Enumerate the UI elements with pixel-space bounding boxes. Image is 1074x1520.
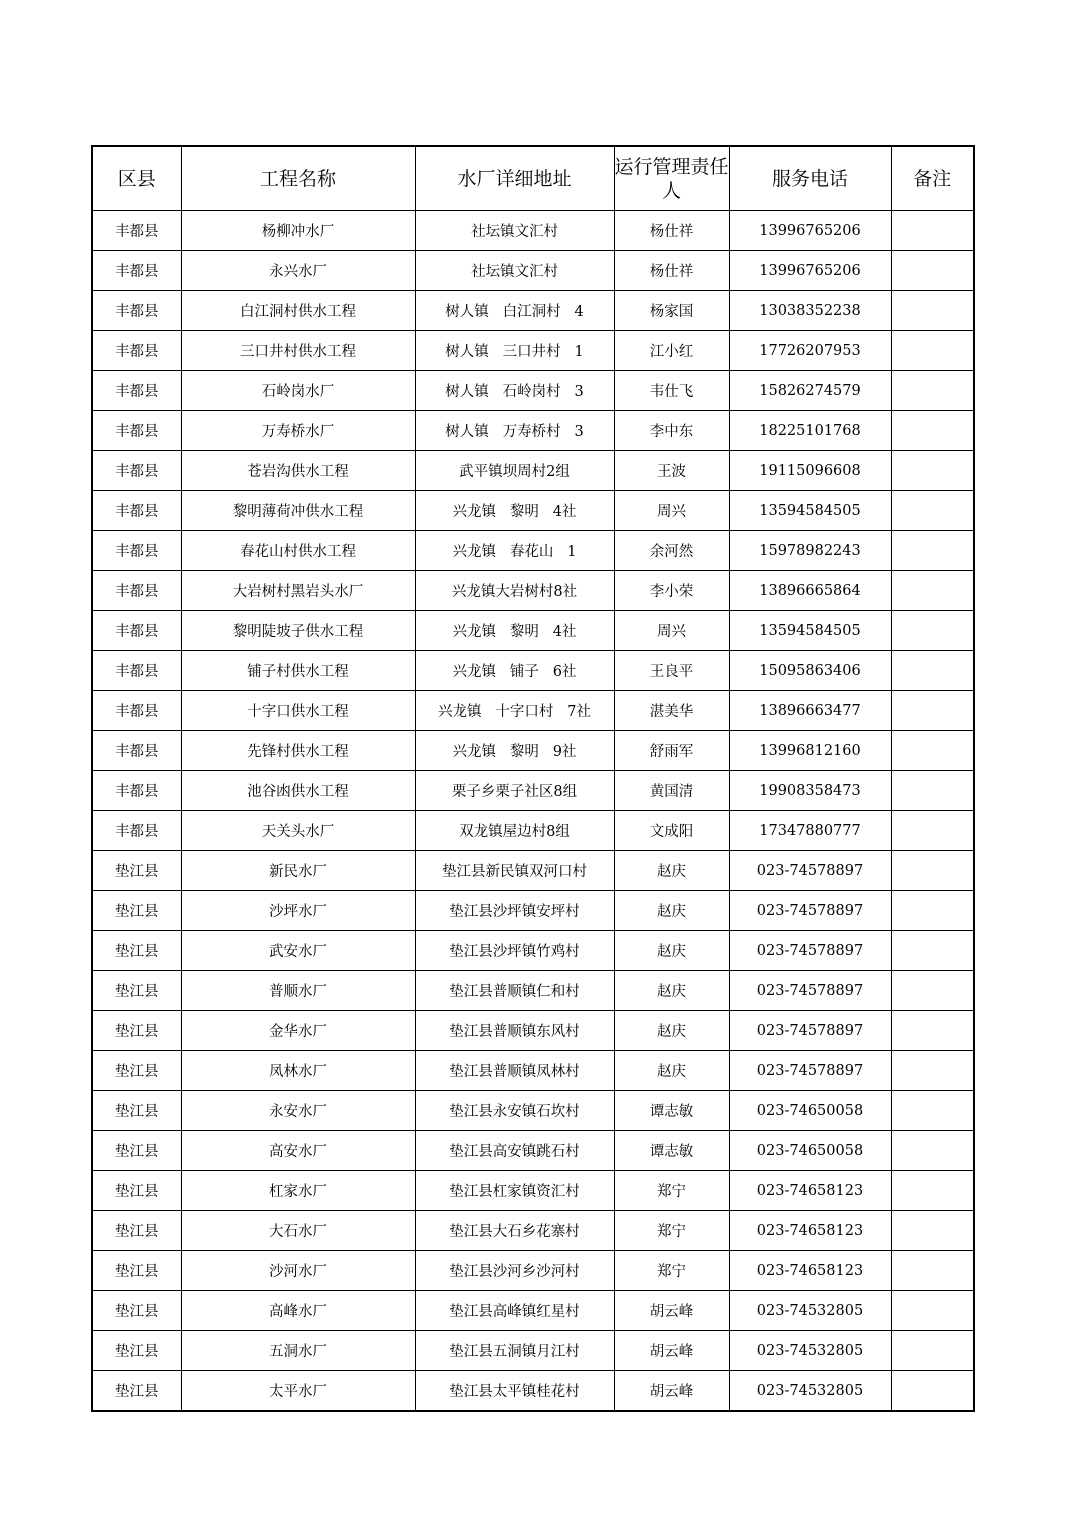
project-name-cell: 永安水厂 (181, 1091, 415, 1131)
phone-cell: 19908358473 (729, 771, 891, 811)
phone-cell: 023-74578897 (729, 931, 891, 971)
responsible-person-cell: 郑宁 (614, 1251, 729, 1291)
phone-cell: 15978982243 (729, 531, 891, 571)
responsible-person-cell: 李中东 (614, 411, 729, 451)
district-cell: 垫江县 (92, 931, 181, 971)
phone-cell: 023-74658123 (729, 1211, 891, 1251)
remarks-cell (891, 1211, 974, 1251)
project-name-cell: 五洞水厂 (181, 1331, 415, 1371)
project-name-cell: 太平水厂 (181, 1371, 415, 1412)
address-cell: 栗子乡栗子社区8组 (415, 771, 614, 811)
table-row (92, 611, 974, 651)
table-row (92, 931, 974, 971)
project-name-cell: 新民水厂 (181, 851, 415, 891)
table-row (92, 1171, 974, 1211)
header-project-name: 工程名称 (181, 146, 415, 211)
table-row (92, 1051, 974, 1091)
remarks-cell (891, 1171, 974, 1211)
phone-cell: 13896665864 (729, 571, 891, 611)
remarks-cell (891, 971, 974, 1011)
table-row (92, 211, 974, 251)
address-cell: 垫江县沙坪镇竹鸡村 (415, 931, 614, 971)
project-name-cell: 黎明陡坡子供水工程 (181, 611, 415, 651)
table-row (92, 531, 974, 571)
table-row (92, 451, 974, 491)
remarks-cell (891, 611, 974, 651)
remarks-cell (891, 331, 974, 371)
remarks-cell (891, 291, 974, 331)
responsible-person-cell: 王波 (614, 451, 729, 491)
project-name-cell: 大岩树村黑岩头水厂 (181, 571, 415, 611)
remarks-cell (891, 1291, 974, 1331)
responsible-person-cell: 赵庆 (614, 1011, 729, 1051)
district-cell: 垫江县 (92, 971, 181, 1011)
project-name-cell: 高峰水厂 (181, 1291, 415, 1331)
project-name-cell: 春花山村供水工程 (181, 531, 415, 571)
district-cell: 丰都县 (92, 691, 181, 731)
phone-cell: 19115096608 (729, 451, 891, 491)
responsible-person-cell: 谭志敏 (614, 1131, 729, 1171)
header-responsible-person: 运行管理责任人 (614, 146, 729, 211)
phone-cell: 17347880777 (729, 811, 891, 851)
address-cell: 垫江县高安镇跳石村 (415, 1131, 614, 1171)
address-cell: 垫江县普顺镇仁和村 (415, 971, 614, 1011)
phone-cell: 023-74650058 (729, 1131, 891, 1171)
table-row (92, 1211, 974, 1251)
district-cell: 垫江县 (92, 1131, 181, 1171)
remarks-cell (891, 891, 974, 931)
table-row (92, 411, 974, 451)
address-cell: 兴龙镇 黎明 4社 (415, 611, 614, 651)
responsible-person-cell: 周兴 (614, 491, 729, 531)
address-cell: 兴龙镇 黎明 9社 (415, 731, 614, 771)
table-row (92, 291, 974, 331)
project-name-cell: 高安水厂 (181, 1131, 415, 1171)
table-row (92, 331, 974, 371)
address-cell: 树人镇 白江洞村 4 (415, 291, 614, 331)
address-cell: 双龙镇屋边村8组 (415, 811, 614, 851)
district-cell: 垫江县 (92, 1211, 181, 1251)
district-cell: 垫江县 (92, 1291, 181, 1331)
project-name-cell: 天关头水厂 (181, 811, 415, 851)
district-cell: 丰都县 (92, 771, 181, 811)
responsible-person-cell: 余河然 (614, 531, 729, 571)
responsible-person-cell: 赵庆 (614, 891, 729, 931)
remarks-cell (891, 571, 974, 611)
phone-cell: 023-74578897 (729, 1051, 891, 1091)
responsible-person-cell: 赵庆 (614, 971, 729, 1011)
responsible-person-cell: 赵庆 (614, 931, 729, 971)
district-cell: 垫江县 (92, 1371, 181, 1412)
table-row (92, 891, 974, 931)
table-row (92, 1091, 974, 1131)
table-row (92, 651, 974, 691)
remarks-cell (891, 651, 974, 691)
table-header (92, 146, 974, 211)
responsible-person-cell: 王良平 (614, 651, 729, 691)
table-row (92, 571, 974, 611)
address-cell: 垫江县高峰镇红星村 (415, 1291, 614, 1331)
responsible-person-cell: 韦仕飞 (614, 371, 729, 411)
district-cell: 丰都县 (92, 411, 181, 451)
remarks-cell (891, 1371, 974, 1412)
responsible-person-cell: 周兴 (614, 611, 729, 651)
district-cell: 丰都县 (92, 331, 181, 371)
remarks-cell (891, 691, 974, 731)
district-cell: 丰都县 (92, 371, 181, 411)
district-cell: 丰都县 (92, 651, 181, 691)
phone-cell: 023-74650058 (729, 1091, 891, 1131)
project-name-cell: 白江洞村供水工程 (181, 291, 415, 331)
address-cell: 垫江县大石乡花寨村 (415, 1211, 614, 1251)
responsible-person-cell: 舒雨军 (614, 731, 729, 771)
table-row (92, 691, 974, 731)
table-row (92, 1131, 974, 1171)
district-cell: 丰都县 (92, 811, 181, 851)
phone-cell: 13594584505 (729, 491, 891, 531)
project-name-cell: 凤林水厂 (181, 1051, 415, 1091)
project-name-cell: 沙坪水厂 (181, 891, 415, 931)
district-cell: 垫江县 (92, 891, 181, 931)
project-name-cell: 金华水厂 (181, 1011, 415, 1051)
table-row (92, 731, 974, 771)
address-cell: 兴龙镇 铺子 6社 (415, 651, 614, 691)
address-cell: 树人镇 三口井村 1 (415, 331, 614, 371)
phone-cell: 18225101768 (729, 411, 891, 451)
project-name-cell: 三口井村供水工程 (181, 331, 415, 371)
address-cell: 垫江县沙坪镇安坪村 (415, 891, 614, 931)
address-cell: 垫江县沙河乡沙河村 (415, 1251, 614, 1291)
phone-cell: 13996812160 (729, 731, 891, 771)
address-cell: 垫江县永安镇石坎村 (415, 1091, 614, 1131)
phone-cell: 17726207953 (729, 331, 891, 371)
phone-cell: 023-74578897 (729, 1011, 891, 1051)
responsible-person-cell: 李小荣 (614, 571, 729, 611)
district-cell: 垫江县 (92, 1091, 181, 1131)
phone-cell: 023-74532805 (729, 1291, 891, 1331)
phone-cell: 13038352238 (729, 291, 891, 331)
table-row (92, 851, 974, 891)
phone-cell: 023-74658123 (729, 1171, 891, 1211)
project-name-cell: 苍岩沟供水工程 (181, 451, 415, 491)
remarks-cell (891, 851, 974, 891)
remarks-cell (891, 1011, 974, 1051)
project-name-cell: 杨柳冲水厂 (181, 211, 415, 251)
table-row (92, 811, 974, 851)
remarks-cell (891, 1331, 974, 1371)
address-cell: 垫江县五洞镇月江村 (415, 1331, 614, 1371)
address-cell: 社坛镇文汇村 (415, 211, 614, 251)
district-cell: 垫江县 (92, 1331, 181, 1371)
address-cell: 垫江县普顺镇凤林村 (415, 1051, 614, 1091)
address-cell: 社坛镇文汇村 (415, 251, 614, 291)
header-row (92, 146, 974, 211)
header-remarks: 备注 (891, 146, 974, 211)
table-row (92, 771, 974, 811)
remarks-cell (891, 371, 974, 411)
phone-cell: 023-74578897 (729, 971, 891, 1011)
project-name-cell: 杠家水厂 (181, 1171, 415, 1211)
address-cell: 树人镇 万寿桥村 3 (415, 411, 614, 451)
district-cell: 丰都县 (92, 451, 181, 491)
project-name-cell: 池谷凼供水工程 (181, 771, 415, 811)
table-row (92, 491, 974, 531)
responsible-person-cell: 胡云峰 (614, 1371, 729, 1412)
district-cell: 垫江县 (92, 1011, 181, 1051)
responsible-person-cell: 谭志敏 (614, 1091, 729, 1131)
responsible-person-cell: 赵庆 (614, 1051, 729, 1091)
district-cell: 垫江县 (92, 1051, 181, 1091)
remarks-cell (891, 531, 974, 571)
table-row (92, 1251, 974, 1291)
responsible-person-cell: 文成阳 (614, 811, 729, 851)
responsible-person-cell: 赵庆 (614, 851, 729, 891)
district-cell: 丰都县 (92, 611, 181, 651)
address-cell: 垫江县新民镇双河口村 (415, 851, 614, 891)
phone-cell: 13996765206 (729, 211, 891, 251)
remarks-cell (891, 1251, 974, 1291)
project-name-cell: 万寿桥水厂 (181, 411, 415, 451)
address-cell: 垫江县太平镇桂花村 (415, 1371, 614, 1412)
district-cell: 丰都县 (92, 251, 181, 291)
remarks-cell (891, 491, 974, 531)
water-plant-table (91, 145, 975, 1412)
table-row (92, 1291, 974, 1331)
district-cell: 垫江县 (92, 1251, 181, 1291)
phone-cell: 023-74578897 (729, 851, 891, 891)
address-cell: 垫江县普顺镇东风村 (415, 1011, 614, 1051)
address-cell: 树人镇 石岭岗村 3 (415, 371, 614, 411)
remarks-cell (891, 811, 974, 851)
responsible-person-cell: 郑宁 (614, 1171, 729, 1211)
district-cell: 垫江县 (92, 851, 181, 891)
district-cell: 丰都县 (92, 571, 181, 611)
district-cell: 丰都县 (92, 731, 181, 771)
table-row (92, 971, 974, 1011)
phone-cell: 15095863406 (729, 651, 891, 691)
remarks-cell (891, 251, 974, 291)
responsible-person-cell: 黄国清 (614, 771, 729, 811)
phone-cell: 15826274579 (729, 371, 891, 411)
remarks-cell (891, 411, 974, 451)
remarks-cell (891, 211, 974, 251)
table-body (92, 211, 974, 1412)
responsible-person-cell: 江小红 (614, 331, 729, 371)
phone-cell: 13996765206 (729, 251, 891, 291)
address-cell: 兴龙镇 十字口村 7社 (415, 691, 614, 731)
phone-cell: 13594584505 (729, 611, 891, 651)
address-cell: 兴龙镇 春花山 1 (415, 531, 614, 571)
district-cell: 丰都县 (92, 531, 181, 571)
responsible-person-cell: 郑宁 (614, 1211, 729, 1251)
project-name-cell: 普顺水厂 (181, 971, 415, 1011)
table-row (92, 371, 974, 411)
responsible-person-cell: 胡云峰 (614, 1291, 729, 1331)
phone-cell: 023-74658123 (729, 1251, 891, 1291)
header-district: 区县 (92, 146, 181, 211)
header-service-phone: 服务电话 (729, 146, 891, 211)
district-cell: 丰都县 (92, 491, 181, 531)
project-name-cell: 大石水厂 (181, 1211, 415, 1251)
remarks-cell (891, 451, 974, 491)
remarks-cell (891, 1131, 974, 1171)
remarks-cell (891, 731, 974, 771)
responsible-person-cell: 杨家国 (614, 291, 729, 331)
responsible-person-cell: 胡云峰 (614, 1331, 729, 1371)
project-name-cell: 沙河水厂 (181, 1251, 415, 1291)
district-cell: 丰都县 (92, 291, 181, 331)
table-row (92, 1371, 974, 1412)
project-name-cell: 十字口供水工程 (181, 691, 415, 731)
project-name-cell: 先锋村供水工程 (181, 731, 415, 771)
remarks-cell (891, 931, 974, 971)
address-cell: 兴龙镇大岩树村8社 (415, 571, 614, 611)
address-cell: 垫江县杠家镇资汇村 (415, 1171, 614, 1211)
address-cell: 武平镇坝周村2组 (415, 451, 614, 491)
district-cell: 垫江县 (92, 1171, 181, 1211)
responsible-person-cell: 湛美华 (614, 691, 729, 731)
phone-cell: 023-74578897 (729, 891, 891, 931)
table-row (92, 1331, 974, 1371)
phone-cell: 023-74532805 (729, 1331, 891, 1371)
district-cell: 丰都县 (92, 211, 181, 251)
project-name-cell: 黎明薄荷冲供水工程 (181, 491, 415, 531)
address-cell: 兴龙镇 黎明 4社 (415, 491, 614, 531)
remarks-cell (891, 1091, 974, 1131)
header-plant-address: 水厂详细地址 (415, 146, 614, 211)
project-name-cell: 铺子村供水工程 (181, 651, 415, 691)
phone-cell: 023-74532805 (729, 1371, 891, 1412)
responsible-person-cell: 杨仕祥 (614, 211, 729, 251)
project-name-cell: 武安水厂 (181, 931, 415, 971)
responsible-person-cell: 杨仕祥 (614, 251, 729, 291)
table-row (92, 1011, 974, 1051)
remarks-cell (891, 771, 974, 811)
remarks-cell (891, 1051, 974, 1091)
project-name-cell: 石岭岗水厂 (181, 371, 415, 411)
table-row (92, 251, 974, 291)
project-name-cell: 永兴水厂 (181, 251, 415, 291)
phone-cell: 13896663477 (729, 691, 891, 731)
